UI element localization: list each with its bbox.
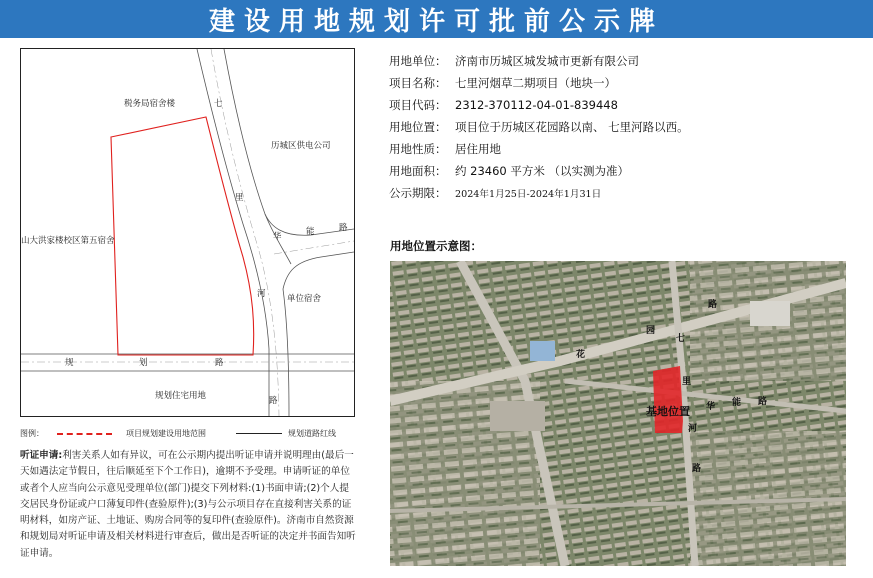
map-label-lu-right: 路 — [339, 223, 348, 233]
notice-body: 利害关系人如有异议，可在公示期内提出听证申请并说明理由(最后一天如遇法定节假日，往后顺延至下个工作日)，逾期不予受理。申请听证的单位或者个人应当向公示意见受理单位(部门)提交下列材料:(1)书面申请;(2)个人提交居民身份证或户口薄复印件(查验原件);(3)与公示项目存在直接利害关系的证明材料，如房产证、土地证、购房合同等的复印件(查验原件)。济南市自然资源和规划局对听证申请及相关材料进行审查后，做出是否听证的决定并书面告知听证申请。 — [20, 450, 356, 559]
info-row-location — [389, 116, 859, 138]
legend-prefix: 图例： — [20, 429, 44, 438]
info-key: 项目代码： — [389, 98, 447, 112]
sat-label-yuan: 园 — [646, 326, 656, 336]
sat-label-qi: 七 — [676, 334, 686, 344]
map-label-li: 里 — [235, 193, 244, 203]
info-value: 约 23460 平方米 （以实测为准） — [455, 164, 630, 178]
map-label-tax-dorm: 税务局宿舍楼 — [124, 99, 176, 109]
banner-title: 建设用地规划许可批前公示牌 — [208, 6, 664, 37]
info-key: 公示期限： — [389, 186, 447, 200]
info-row-unit — [389, 50, 859, 72]
legend-boundary-label: 项目规划建设用地范围 — [126, 429, 206, 438]
info-key: 用地面积： — [389, 164, 447, 178]
map-label-shanda: 山大洪家楼校区第五宿舍 — [21, 236, 115, 246]
legend-boundary-swatch — [57, 433, 112, 435]
sat-label-hua2: 华 — [706, 402, 716, 412]
map-label-planned-residential: 规划住宅用地 — [155, 391, 207, 401]
info-value: 七里河烟草二期项目（地块一） — [455, 76, 616, 90]
info-key: 用地位置： — [389, 120, 447, 134]
info-row-period — [389, 182, 859, 204]
map-label-lu-vertical: 路 — [269, 396, 278, 406]
map-label-unit-dorm: 单位宿舍 — [287, 294, 322, 304]
info-key: 用地性质： — [389, 142, 447, 156]
map-label-gui: 规 — [65, 358, 74, 368]
map-label-hua2: 划 — [139, 358, 148, 368]
info-value: 2024年1月25日-2024年1月31日 — [455, 189, 602, 200]
sat-label-neng: 能 — [732, 398, 742, 408]
site-plan-map — [20, 48, 355, 417]
map-label-power: 历城区供电公司 — [271, 141, 331, 151]
info-value: 项目位于历城区花园路以南、 七里河路以西。 — [455, 120, 689, 134]
map-label-qi: 七 — [214, 99, 223, 109]
project-info — [389, 50, 859, 204]
info-key: 项目名称： — [389, 76, 447, 90]
satellite-map — [390, 261, 846, 566]
sat-label-lu1: 路 — [708, 300, 718, 310]
sat-label-lu3: 路 — [692, 464, 702, 474]
page-banner — [0, 0, 873, 38]
map-legend — [20, 428, 353, 440]
info-value: 居住用地 — [455, 142, 501, 156]
map-label-he: 河 — [257, 289, 266, 299]
hearing-notice — [20, 448, 356, 562]
sat-label-hua: 花 — [576, 350, 586, 360]
sat-label-li: 里 — [682, 377, 692, 387]
sat-label-site: 基地位置 — [646, 405, 690, 418]
map-label-lu-bottom: 路 — [215, 358, 224, 368]
site-boundary — [111, 117, 254, 355]
info-value: 2312-370112-04-01-839448 — [455, 98, 618, 112]
map-label-hua: 华 — [273, 232, 282, 242]
satellite-site-marker — [653, 366, 683, 433]
legend-redline-swatch — [236, 433, 282, 434]
info-row-project-code — [389, 94, 859, 116]
info-key: 用地单位： — [389, 54, 447, 68]
sat-label-he: 河 — [688, 424, 698, 434]
notice-heading: 听证申请: — [20, 450, 63, 461]
info-value: 济南市历城区城发城市更新有限公司 — [455, 54, 639, 68]
satellite-title: 用地位置示意图： — [390, 239, 482, 253]
sat-label-lu2: 路 — [758, 397, 768, 407]
info-row-project-name — [389, 72, 859, 94]
legend-redline-label: 规划道路红线 — [288, 429, 336, 438]
map-label-neng: 能 — [306, 227, 315, 237]
info-row-area — [389, 160, 859, 182]
satellite-image — [390, 261, 846, 566]
info-row-land-use — [389, 138, 859, 160]
